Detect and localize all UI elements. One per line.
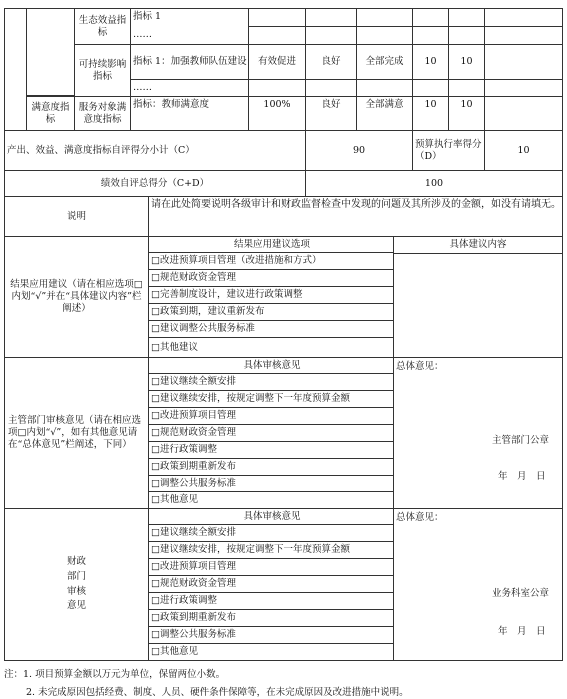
budget-exec-label: 预算执行率得分（D） — [412, 130, 485, 171]
eco-actual — [305, 8, 357, 27]
total-label: 绩效自评总得分（C+D） — [4, 170, 306, 197]
sat-weight: 10 — [412, 96, 449, 131]
result-content-cell[interactable] — [393, 236, 563, 358]
finance-option[interactable]: □进行政策调整 — [149, 593, 393, 610]
dept-option[interactable]: □调整公共服务标准 — [149, 476, 393, 492]
explain-text[interactable]: 请在此处简要说明各级审计和财政监督检查中发现的问题及其所涉及的金额，如没有请填无。 — [148, 196, 563, 237]
sustain-item: 指标 1：加强教师队伍建设 — [130, 44, 249, 80]
result-option[interactable]: □规范财政资金管理 — [149, 270, 393, 287]
result-header-left: 结果应用建议选项 — [149, 237, 393, 253]
dept-seal: 主管部门公章 — [492, 435, 550, 446]
finance-overall-cell[interactable] — [393, 508, 563, 661]
finance-option[interactable]: □建议继续全额安排 — [149, 525, 393, 542]
finance-label-line: 意见 — [66, 600, 86, 612]
sustain-actual-2 — [305, 79, 357, 97]
finance-options-cell — [148, 508, 394, 661]
explain-label: 说明 — [4, 196, 149, 237]
sat-status: 全部满意 — [356, 96, 413, 131]
sustain-weight-2 — [412, 79, 449, 97]
sustain-target-2 — [248, 79, 306, 97]
dept-option[interactable]: □进行政策调整 — [149, 442, 393, 459]
finance-label-line: 财政 — [66, 556, 86, 568]
eco-score — [448, 8, 485, 27]
finance-label-line: 审核 — [66, 585, 86, 597]
result-option[interactable]: □政策到期，建议重新发布 — [149, 304, 393, 321]
dept-overall-cell[interactable] — [393, 357, 563, 509]
eco-score-2 — [448, 26, 485, 45]
eco-reason-2 — [484, 26, 563, 45]
finance-option[interactable]: □规范财政资金管理 — [149, 576, 393, 593]
finance-label — [4, 508, 149, 661]
dept-date: 年 月 日 — [498, 471, 546, 482]
dept-option[interactable]: □建议继续安排，按规定调整下一年度预算金额 — [149, 391, 393, 408]
note-2: 2. 未完成原因包括经费、制度、人员、硬件条件保障等，在未完成原因及改进措施中说明。 — [26, 687, 409, 698]
result-option[interactable]: □其他建议 — [151, 341, 198, 353]
eco-label: 生态效益指标 — [74, 8, 131, 45]
eco-target-2 — [248, 26, 306, 45]
finance-date: 年 月 日 — [498, 626, 546, 637]
result-label: 结果应用建议（请在相应选项□内划“√”并在“具体建议内容”栏阐述） — [4, 236, 149, 358]
finance-option[interactable]: □其他意见 — [151, 646, 198, 658]
eco-target — [248, 8, 306, 27]
sustain-status-2 — [356, 79, 413, 97]
finance-header: 具体审核意见 — [149, 509, 393, 525]
dept-option[interactable]: □规范财政资金管理 — [149, 425, 393, 442]
total-value: 100 — [305, 170, 563, 197]
sustain-label: 可持续影响指标 — [74, 44, 131, 97]
result-header-right: 具体建议内容 — [394, 237, 562, 254]
eco-weight — [412, 8, 449, 27]
sat-item: 指标：教师满意度 — [130, 96, 249, 131]
budget-exec-value: 10 — [484, 130, 563, 171]
eco-reason — [484, 8, 563, 27]
finance-option[interactable]: □政策到期重新发布 — [149, 610, 393, 627]
dept-options-cell — [148, 357, 394, 509]
dept-header: 具体审核意见 — [149, 358, 393, 374]
dept-option[interactable]: □其他意见 — [151, 494, 198, 506]
finance-label-line: 部门 — [66, 570, 86, 582]
sat-category: 满意度指标 — [26, 96, 75, 131]
result-option[interactable]: □完善制度设计，建议进行政策调整 — [149, 287, 393, 304]
dept-option[interactable]: □政策到期重新发布 — [149, 459, 393, 476]
eco-actual-2 — [305, 26, 357, 45]
sustain-score: 10 — [448, 44, 485, 80]
result-option[interactable]: □改进预算项目管理（改进措施和方式） — [149, 253, 393, 270]
eco-status — [356, 8, 413, 27]
sat-actual: 良好 — [305, 96, 357, 131]
sat-score: 10 — [448, 96, 485, 131]
dept-overall-label: 总体意见： — [396, 361, 444, 372]
eco-weight-2 — [412, 26, 449, 45]
note-1: 注：1. 项目预算金额以万元为单位，保留两位小数。 — [4, 669, 226, 680]
dept-option[interactable]: □建议继续全额安排 — [149, 374, 393, 391]
finance-option[interactable]: □建议继续安排，按规定调整下一年度预算金额 — [149, 542, 393, 559]
sustain-score-2 — [448, 79, 485, 97]
dept-label: 主管部门审核意见（请在相应选项□内划“√”，如有其他意见请在“总体意见”栏阐述，下同） — [4, 357, 149, 509]
sat-reason — [484, 96, 563, 131]
sustain-reason — [484, 44, 563, 80]
eco-dots: …… — [130, 26, 249, 45]
sat-target: 100% — [248, 96, 306, 131]
subtotal-value: 90 — [305, 130, 413, 171]
sustain-weight: 10 — [412, 44, 449, 80]
blank-category-cell — [26, 8, 75, 96]
sustain-target: 有效促进 — [248, 44, 306, 80]
finance-option[interactable]: □改进预算项目管理 — [149, 559, 393, 576]
sustain-status: 全部完成 — [356, 44, 413, 80]
finance-overall-label: 总体意见： — [396, 512, 444, 523]
sustain-actual: 良好 — [305, 44, 357, 80]
result-option[interactable]: □建议调整公共服务标准 — [149, 321, 393, 338]
sat-label: 服务对象满意度指标 — [74, 96, 131, 131]
dept-option[interactable]: □改进预算项目管理 — [149, 408, 393, 425]
finance-seal: 业务科室公章 — [492, 588, 550, 599]
sustain-dots: …… — [130, 79, 249, 97]
blank-first-col — [4, 8, 27, 131]
result-options-cell — [148, 236, 394, 358]
eco-item: 指标 1 — [130, 8, 249, 27]
sustain-reason-2 — [484, 79, 563, 97]
finance-option[interactable]: □调整公共服务标准 — [149, 627, 393, 644]
subtotal-label: 产出、效益、满意度指标自评得分小计（C） — [4, 130, 306, 171]
eco-status-2 — [356, 26, 413, 45]
